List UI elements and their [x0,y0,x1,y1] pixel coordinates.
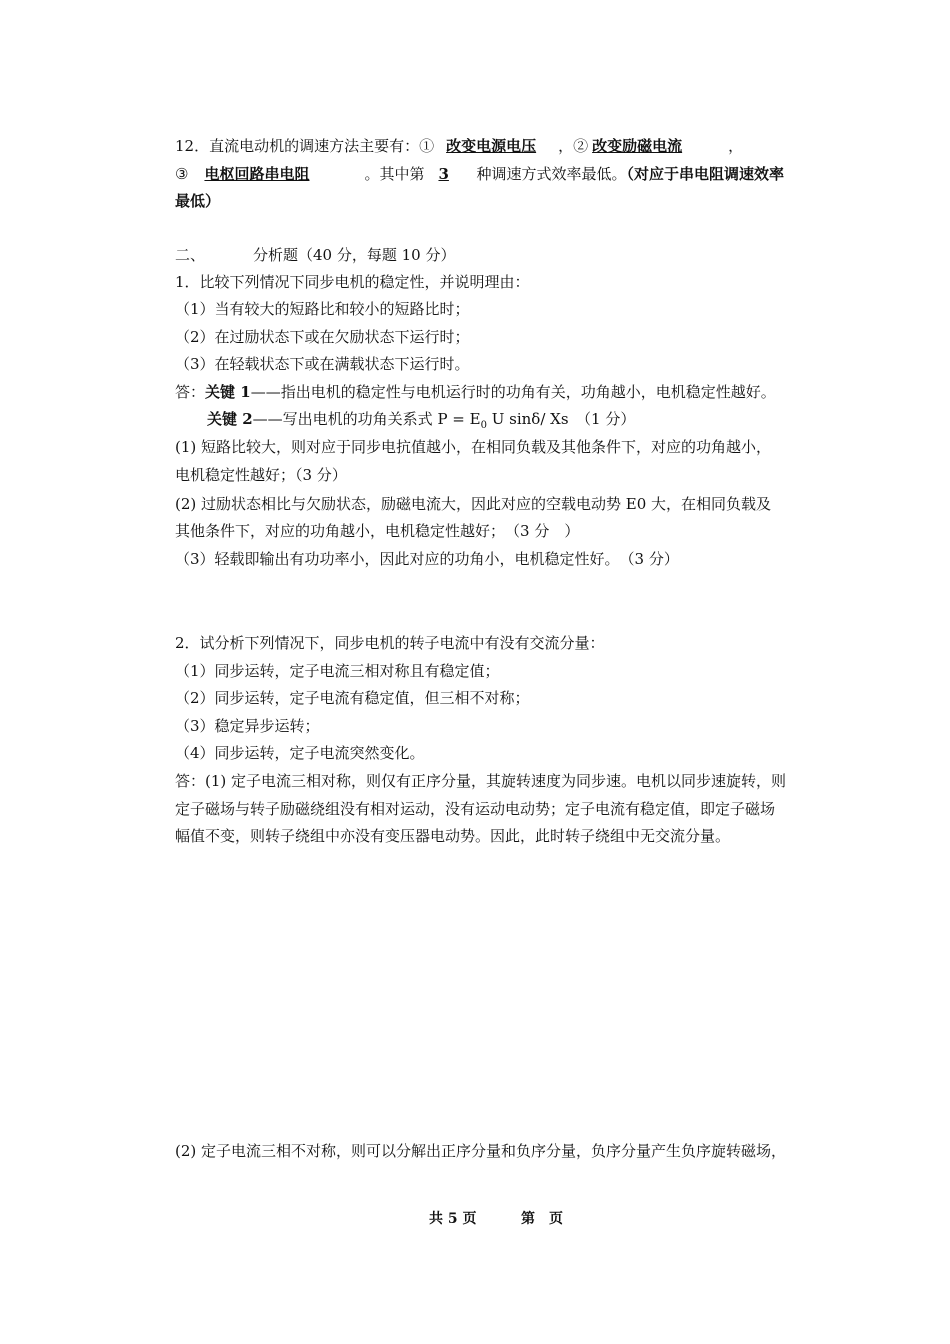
p2-answer-line3: 幅值不变，则转子绕组中亦没有变压器电动势。因此，此时转子绕组中无交流分量。 [175,827,731,845]
q12-answer-2: 改变励磁电流 [592,137,683,155]
footer-total-pages: 共 5 页 [429,1211,477,1227]
key1-text: ——指出电机的稳定性与电机运行时的功角有关，功角越小，电机稳定性越好。 [250,383,776,401]
p1-question: 1．比较下列情况下同步电机的稳定性，并说明理由： [175,273,530,291]
p2-item-2: （2）同步运转，定子电流有稳定值，但三相不对称； [175,689,530,707]
q12-line2-mid: 。其中第 [364,165,425,183]
q12-answer-1: 改变电源电压 [446,137,537,155]
key1-label: 关键 1 [205,383,251,401]
key2-text-a: ——写出电机的功角关系式 P = E [252,410,481,428]
section-heading [175,245,456,265]
section-number: 二、 [175,246,206,264]
q12-note-line3: 最低） [175,192,221,210]
p1-a1-line1: (1) 短路比较大，则对应于同步电抗值越小，在相同负载及其他条件下，对应的功角越小， [175,438,772,456]
q12-line1-end: ， [728,137,744,155]
p1-a2-line2: 其他条件下，对应的功角越小，电机稳定性越好； （3 分 ） [175,522,580,540]
p1-answer-key2 [207,409,635,436]
p1-a1-line2: 电机稳定性越好；（3 分） [175,466,347,484]
q12-sep: ，② [558,137,589,155]
key2-label: 关键 2 [207,410,253,428]
q12-line2-prefix: ③ [175,165,189,183]
key2-subscript: 0 [480,420,487,431]
p1-item-2: （2）在过励状态下或在欠励状态下运行时； [175,328,470,346]
q12-line1 [175,136,743,156]
p1-answer-key1 [175,382,776,402]
q12-line2-suffix: 种调速方式效率最低。 [476,165,627,183]
q12-answer-4: 3 [438,165,449,183]
key2-text-b: U sinδ/ Xs （1 分） [486,410,636,428]
p2-item-1: （1）同步运转，定子电流三相对称且有稳定值； [175,662,500,680]
q12-line2 [175,164,784,184]
section-title: 分析题（40 分，每题 10 分） [253,246,456,264]
p2-answer-line2: 定子磁场与转子励磁绕组没有相对运动，没有运动电动势；定子电流有稳定值，即定子磁场 [175,800,776,818]
p1-a2-line1: (2) 过励状态相比与欠励状态，励磁电流大，因此对应的空载电动势 E0 大，在相同负载及 [175,495,772,513]
p2-answer2-line1: (2) 定子电流三相不对称，则可以分解出正序分量和负序分量，负序分量产生负序旋转磁场， [175,1142,787,1160]
footer-page-number: 第 页 [521,1211,563,1227]
p2-answer-line1: 答：(1) 定子电流三相对称，则仅有正序分量，其旋转速度为同步速。电机以同步速旋转，则 [175,772,787,790]
p2-question: 2．试分析下列情况下，同步电机的转子电流中有没有交流分量： [175,634,605,652]
q12-note: （对应于串电阻调速效率 [626,165,784,183]
p1-item-1: （1）当有较大的短路比和较小的短路比时； [175,300,470,318]
p1-item-3: （3）在轻载状态下或在满载状态下运行时。 [175,355,470,373]
p1-a3: （3）轻载即输出有功功率小，因此对应的功角小，电机稳定性好。 （3 分） [175,550,679,568]
q12-prefix: 12．直流电动机的调速方法主要有：① [175,137,435,155]
p2-item-4: （4）同步运转，定子电流突然变化。 [175,744,425,762]
q12-answer-3: 电枢回路串电阻 [204,165,310,183]
p2-item-3: （3）稳定异步运转； [175,717,320,735]
p1-answer-prefix: 答： [175,383,206,401]
